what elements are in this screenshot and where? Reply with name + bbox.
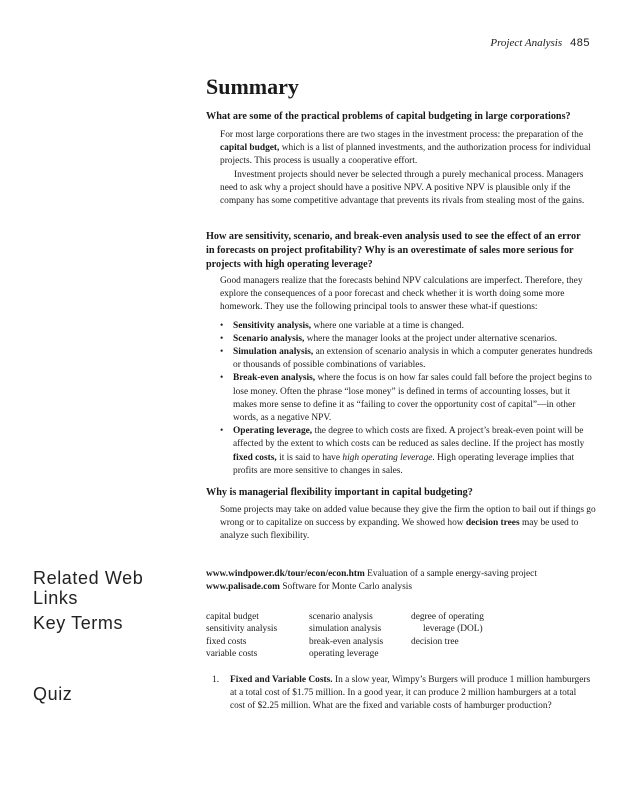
link-palisade[interactable]: www.palisade.com [206, 582, 280, 592]
key-term: decision tree [411, 636, 459, 647]
key-terms-col-2 [309, 611, 409, 660]
key-term-cont: leverage (DOL) [423, 624, 483, 635]
answer-2-para-1: Good managers realize that the forecasts behind NPV calculations are imperfect. Therefore, they explore the consequences of a poor forecast and check whether it is worth doing some more homework. They use the following principal tools to answer these what-if questions: [220, 276, 583, 313]
question-3: Why is managerial flexibility important in capital budgeting? [206, 487, 473, 498]
key-term: fixed costs [206, 636, 247, 647]
key-term: variable costs [206, 648, 258, 659]
page-number: 485 [570, 37, 590, 49]
key-terms-col-1 [206, 611, 306, 660]
key-term: scenario analysis [309, 612, 373, 622]
key-term: break-even analysis [309, 636, 384, 647]
key-term: sensitivity analysis [206, 624, 278, 635]
key-term: degree of operating [411, 612, 484, 622]
term-decision-trees: decision trees [465, 518, 520, 529]
key-term: capital budget [206, 612, 259, 622]
related-web-links-heading: Related Web Links [33, 568, 144, 608]
answer-3: Some projects may take on added value because they give the firm the option to bail out if things go wrong or to capitalize on success by expanding. We showed how decision trees may be used to analyze such flexibility. [220, 505, 596, 542]
answer-1-para-2: Investment projects should never be selected through a purely mechanical process. Managers need to ask why a project should have a positive NPV. A positive NPV is plausible only if the company has some competitive advantage that prevents its rivals from stealing most of the gains. [220, 169, 585, 207]
question-2: How are sensitivity, scenario, and break-even analysis used to see the effect of an error in forecasts on project profitability? Why is an overestimate of sales more serious for projects with high operating leverage? [206, 231, 581, 270]
list-item: • Break-even analysis, where the focus is on how far sales could fall before the project begins to lose money. Often the phrase “lose money” is defined in terms of accounting losses, but it makes more sense to define it as “failing to cover the opportunity cost of capital”—in other words, as a negative NPV. [220, 372, 596, 425]
key-term: simulation analysis [309, 624, 382, 635]
list-item: • Scenario analysis, where the manager looks at the project under alternative scenarios. [220, 333, 596, 346]
key-terms-col-3 [411, 611, 531, 648]
answer-1 [220, 129, 596, 208]
list-item: • Sensitivity analysis, where one variable at a time is changed. [220, 320, 596, 333]
running-header [490, 37, 590, 49]
list-item: • Operating leverage, the degree to which costs are fixed. A project’s break-even point will be affected by the extent to which costs can be reduced as sales decline. If the project has mostly fixed costs, it is said to have high operating leverage. High operating leverage implies that profits are more sensitive to changes in sales. [220, 425, 596, 478]
key-terms-heading: Key Terms [33, 613, 124, 633]
answer-2 [220, 275, 596, 478]
answer-1-para-1: For most large corporations there are two stages in the investment process: the preparation of the capital budget, which is a list of planned investments, and the authorization process for individual projects. This process is usually a cooperative effort. [220, 130, 591, 167]
link-windpower[interactable]: www.windpower.dk/tour/econ/econ.htm [206, 569, 365, 579]
quiz-item-number: 1. [212, 675, 220, 685]
quiz-question-title: Fixed and Variable Costs. [230, 675, 333, 685]
quiz-question-1: Fixed and Variable Costs. In a slow year, Wimpy’s Burgers will produce 1 million hamburgers at a total cost of $1.75 million. In a good year, it can produce 2 million hamburgers at a total cost of $2.25 million. What are the fixed and variable costs of hamburger production? [230, 675, 591, 711]
quiz-heading: Quiz [33, 684, 73, 704]
related-links: www.windpower.dk/tour/econ/econ.htm Evaluation of a sample energy-saving project www.palisade.com Software for Monte Carlo analysis [206, 569, 537, 592]
term-capital-budget: capital budget, [220, 143, 280, 154]
key-term: operating leverage [309, 648, 379, 659]
list-item: • Simulation analysis, an extension of scenario analysis in which a computer generates hundreds or thousands of possible combinations of variables. [220, 346, 596, 372]
header-section-title: Project Analysis [490, 37, 563, 49]
question-1: What are some of the practical problems of capital budgeting in large corporations? [206, 111, 571, 122]
tools-list [220, 320, 596, 478]
page-title: Summary [206, 74, 299, 99]
